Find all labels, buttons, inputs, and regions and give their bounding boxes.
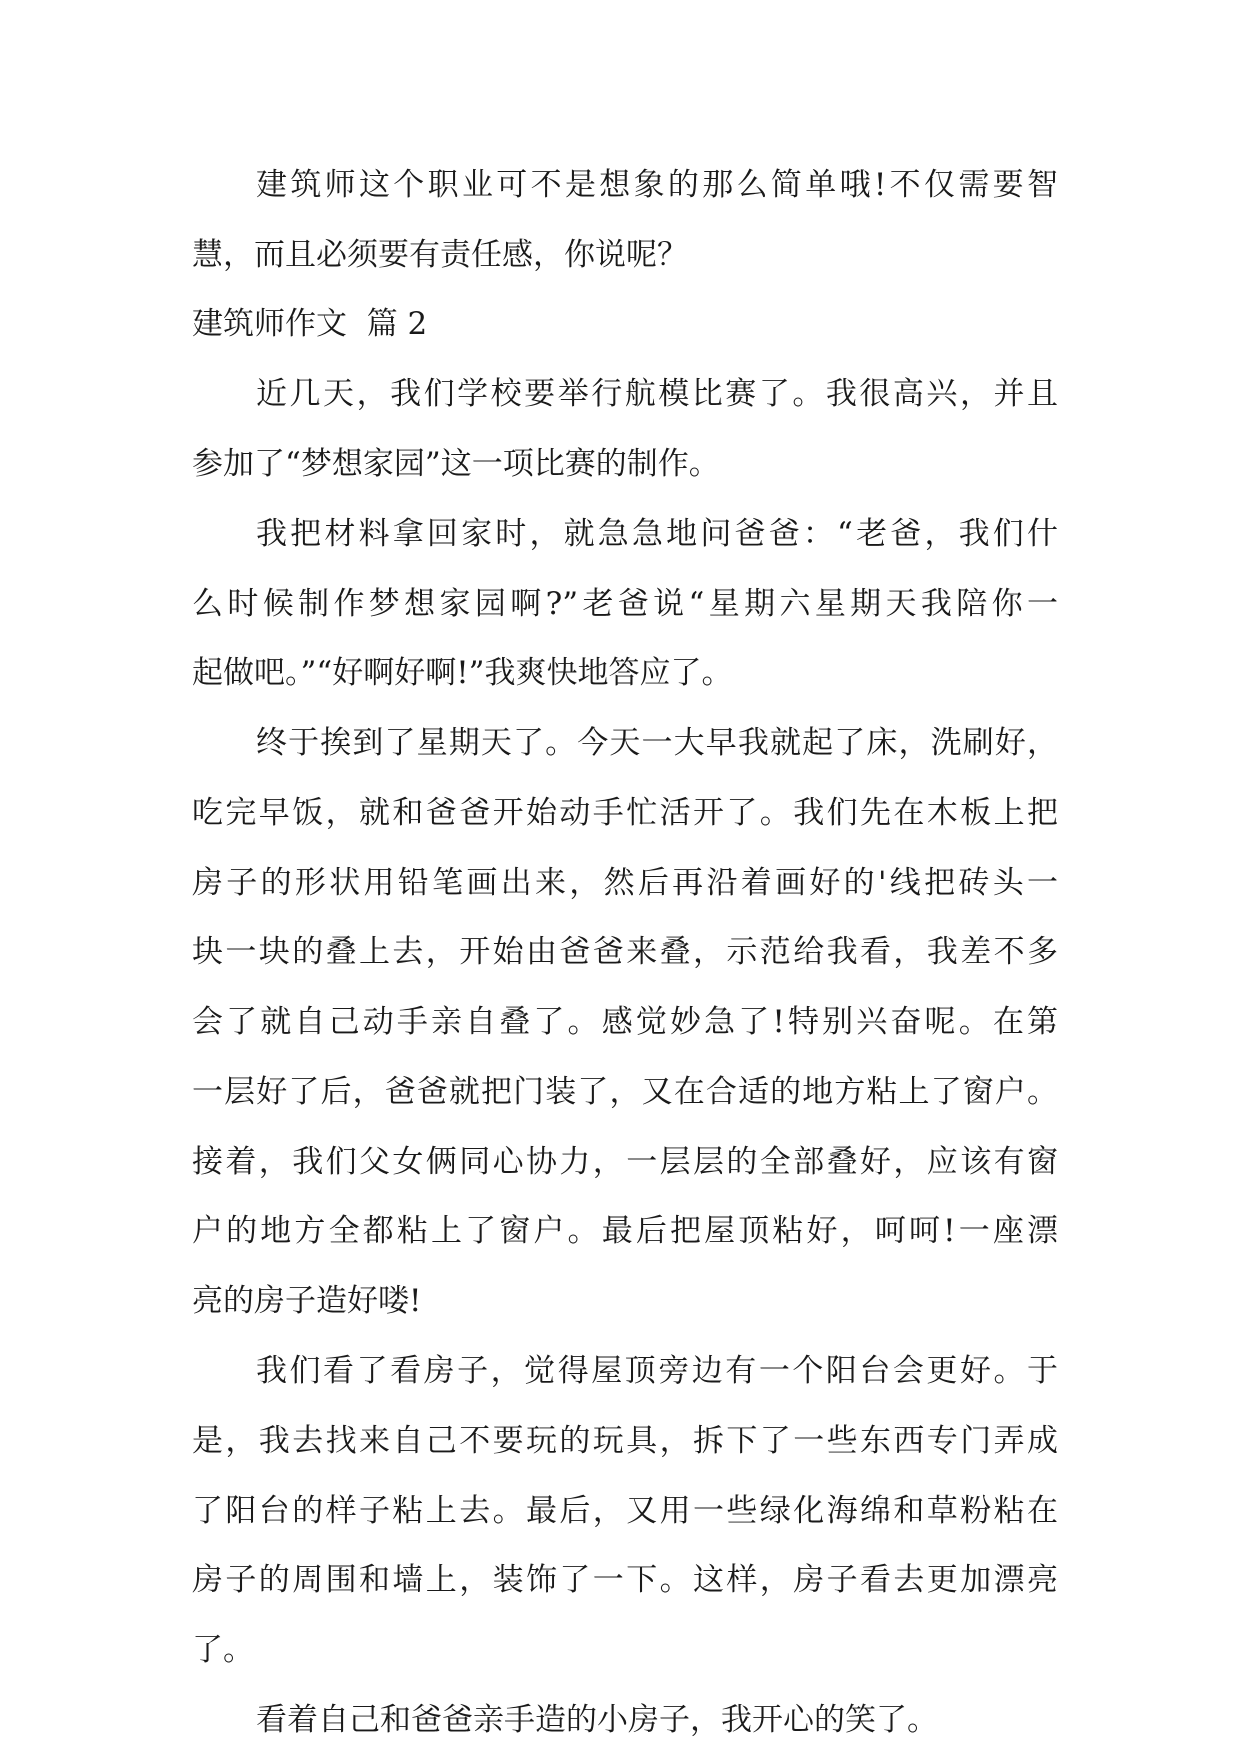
paragraph-line: 近几天，我们学校要举行航模比赛了。我很高兴，并且 xyxy=(256,376,1058,412)
paragraph-line: 建筑师这个职业可不是想象的那么简单哦!不仅需要智 xyxy=(256,167,1058,203)
paragraph-line: 了阳台的样子粘上去。最后，又用一些绿化海绵和草粉粘在 xyxy=(192,1493,1058,1529)
paragraph-line: 亮的房子造好喽! xyxy=(192,1283,422,1319)
section-heading: 建筑师作文 篇 2 xyxy=(192,306,428,342)
paragraph-line: 慧，而且必须要有责任感，你说呢？ xyxy=(192,237,688,273)
paragraph-line: 会了就自己动手亲自叠了。感觉妙急了!特别兴奋呢。在第 xyxy=(192,1004,1058,1040)
paragraph-line: 一层好了后，爸爸就把门装了，又在合适的地方粘上了窗户。 xyxy=(192,1074,1058,1110)
paragraph-line: 我把材料拿回家时，就急急地问爸爸：“老爸，我们什 xyxy=(256,516,1058,552)
paragraph-line: 是，我去找来自己不要玩的玩具，拆下了一些东西专门弄成 xyxy=(192,1423,1058,1459)
paragraph-line: 房子的周围和墙上，装饰了一下。这样，房子看去更加漂亮 xyxy=(192,1562,1058,1598)
paragraph-line: 我们看了看房子，觉得屋顶旁边有一个阳台会更好。于 xyxy=(256,1353,1058,1389)
paragraph-line: 看着自己和爸爸亲手造的小房子，我开心的笑了。 xyxy=(256,1702,938,1738)
paragraph-line: 房子的形状用铅笔画出来，然后再沿着画好的'线把砖头一 xyxy=(192,865,1058,901)
paragraph-line: 接着，我们父女俩同心协力，一层层的全部叠好，应该有窗 xyxy=(192,1144,1058,1180)
paragraph-line: 起做吧。”“好啊好啊!”我爽快地答应了。 xyxy=(192,655,733,691)
paragraph-line: 吃完早饭，就和爸爸开始动手忙活开了。我们先在木板上把 xyxy=(192,795,1058,831)
paragraph-line: 块一块的叠上去，开始由爸爸来叠，示范给我看，我差不多 xyxy=(192,934,1058,970)
paragraph-line: 参加了“梦想家园”这一项比赛的制作。 xyxy=(192,446,720,482)
paragraph-line: 户的地方全都粘上了窗户。最后把屋顶粘好，呵呵!一座漂 xyxy=(192,1213,1058,1249)
paragraph-line: 终于挨到了星期天了。今天一大早我就起了床，洗刷好， xyxy=(256,725,1058,761)
paragraph-line: 么时候制作梦想家园啊?”老爸说“星期六星期天我陪你一 xyxy=(192,586,1058,622)
paragraph-line: 了。 xyxy=(192,1632,254,1668)
